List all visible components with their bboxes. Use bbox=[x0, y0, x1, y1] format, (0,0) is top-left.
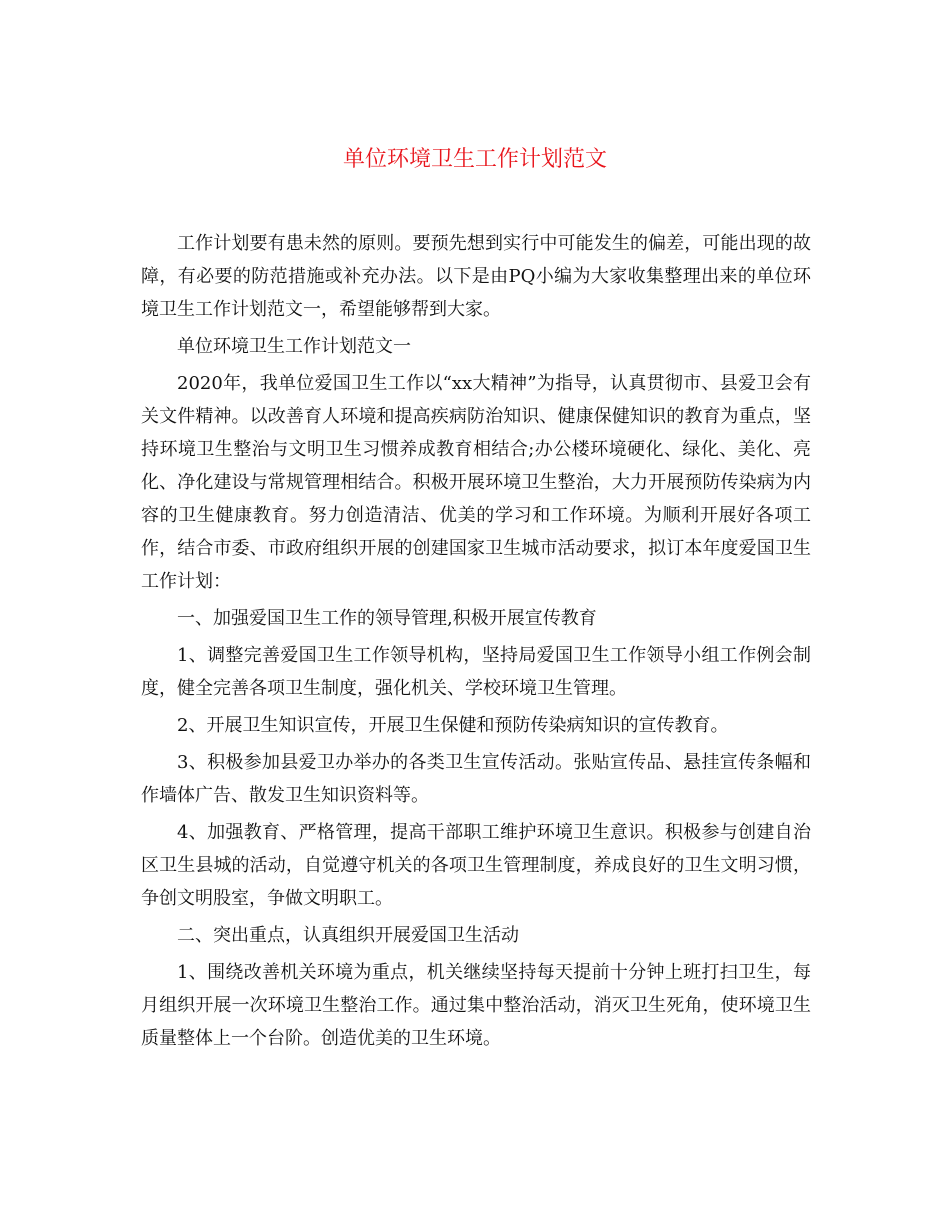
list-item-1-1: 1、调整完善爱国卫生工作领导机构，坚持局爱国卫生工作领导小组工作例会制度，健全完善各项卫生制度，强化机关、学校环境卫生管理。 bbox=[141, 645, 811, 699]
list-item-1-4: 4、加强教育、严格管理，提高干部职工维护环境卫生意识。积极参与创建自治区卫生县城的活动，自觉遵守机关的各项卫生管理制度，养成良好的卫生文明习惯，争创文明股室，争做文明职工。 bbox=[141, 822, 811, 909]
paragraph-intro: 工作计划要有患未然的原则。要预先想到实行中可能发生的偏差，可能出现的故障，有必要的防范措施或补充办法。以下是由PQ小编为大家收集整理出来的单位环境卫生工作计划范文一，希望能够帮到大家。 bbox=[141, 233, 811, 320]
document-body bbox=[141, 227, 811, 1059]
document-title: 单位环境卫生工作计划范文 bbox=[342, 147, 607, 172]
section-heading-sample-one: 单位环境卫生工作计划范文一 bbox=[177, 336, 411, 357]
section-heading-two: 二、突出重点，认真组织开展爱国卫生活动 bbox=[177, 925, 519, 946]
paragraph-overview: 2020年，我单位爱国卫生工作以“xx大精神”为指导，认真贯彻市、县爱卫会有关文件精神。以改善育人环境和提高疾病防治知识、健康保健知识的教育为重点，坚持环境卫生整治与文明卫生习惯养成教育相结合;办公楼环境硬化、绿化、美化、亮化、净化建设与常规管理相结合。积极开展环境卫生整治，大力开展预防传染病为内容的卫生健康教育。努力创造清洁、优美的学习和工作环境。为顺利开展好各项工作，结合市委、市政府组织开展的创建国家卫生城市活动要求，拟订本年度爱国卫生工作计划： bbox=[141, 373, 811, 592]
list-item-1-2: 2、开展卫生知识宣传，开展卫生保健和预防传染病知识的宣传教育。 bbox=[177, 715, 729, 736]
list-item-1-3: 3、积极参加县爱卫办举办的各类卫生宣传活动。张贴宣传品、悬挂宣传条幅和作墙体广告、散发卫生知识资料等。 bbox=[141, 752, 811, 806]
list-item-2-1: 1、围绕改善机关环境为重点，机关继续坚持每天提前十分钟上班打扫卫生，每月组织开展一次环境卫生整治工作。通过集中整治活动，消灭卫生死角，使环境卫生质量整体上一个台阶。创造优美的卫生环境。 bbox=[141, 962, 811, 1049]
section-heading-one: 一、加强爱国卫生工作的领导管理,积极开展宣传教育 bbox=[177, 608, 597, 629]
